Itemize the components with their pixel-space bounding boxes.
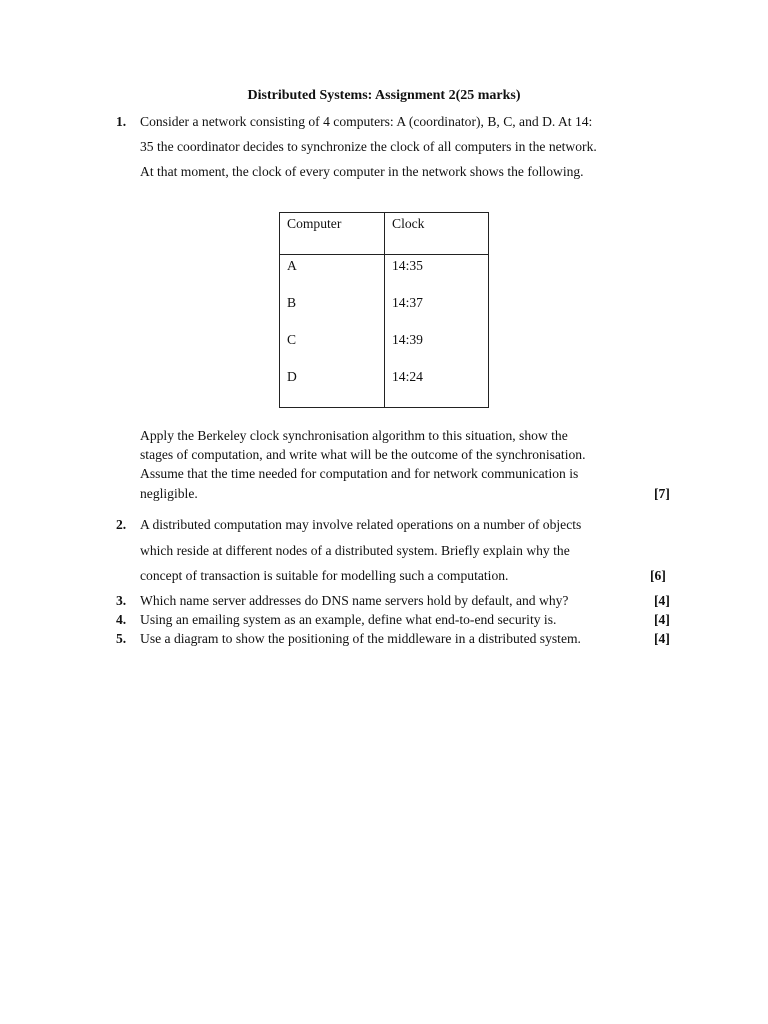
question-1-number: 1.: [116, 114, 127, 129]
question-1-marks: [7]: [654, 486, 670, 501]
question-1-after-line-4: negligible.: [140, 486, 198, 501]
clock-table-cell: C: [287, 332, 297, 347]
clock-table-clock-column: [385, 255, 489, 408]
question-1-line-1: Consider a network consisting of 4 computers: A (coordinator), B, C, and D. At 14:: [140, 114, 593, 129]
question-1-after-line-1: Apply the Berkeley clock synchronisation algorithm to this situation, show the: [140, 428, 568, 443]
clock-table-cell: 14:37: [392, 295, 423, 310]
question-2-line-3: concept of transaction is suitable for modelling such a computation.: [140, 568, 509, 583]
clock-table-header: [280, 213, 489, 255]
question-4-marks: [4]: [654, 612, 670, 627]
clock-table-computer-column: [280, 255, 385, 408]
question-4-line-1: Using an emailing system as an example, define what end-to-end security is.: [140, 612, 557, 627]
clock-table-header-clock: Clock: [385, 213, 489, 255]
question-5-line-1: Use a diagram to show the positioning of the middleware in a distributed system.: [140, 631, 581, 646]
question-1-after-line-3: Assume that the time needed for computation and for network communication is: [140, 466, 579, 481]
clock-table-body: [280, 255, 489, 408]
question-1-line-3: At that moment, the clock of every computer in the network shows the following.: [140, 164, 584, 179]
clock-table-cell: A: [287, 258, 297, 273]
assignment-title: Distributed Systems: Assignment 2(25 marks): [247, 88, 521, 103]
clock-table-cell: 14:35: [392, 258, 423, 273]
question-3-marks: [4]: [654, 593, 670, 608]
question-2-number: 2.: [116, 517, 127, 532]
question-1-line-2: 35 the coordinator decides to synchronize the clock of all computers in the network.: [140, 139, 597, 154]
clock-table-cell: B: [287, 295, 297, 310]
clock-table-cell: 14:39: [392, 332, 423, 347]
clock-table: [279, 212, 489, 408]
question-2-marks: [6]: [650, 568, 666, 583]
question-3-line-1: Which name server addresses do DNS name servers hold by default, and why?: [140, 593, 569, 608]
question-4-number: 4.: [116, 612, 127, 627]
clock-table-cell: D: [287, 369, 297, 384]
question-1-after-line-2: stages of computation, and write what will be the outcome of the synchronisation.: [140, 447, 586, 462]
clock-table-cell: 14:24: [392, 369, 423, 384]
clock-table-header-computer: Computer: [280, 213, 385, 255]
question-3-number: 3.: [116, 593, 127, 608]
question-5-marks: [4]: [654, 631, 670, 646]
question-2-line-1: A distributed computation may involve related operations on a number of objects: [140, 517, 582, 532]
question-2-line-2: which reside at different nodes of a distributed system. Briefly explain why the: [140, 543, 570, 558]
question-5-number: 5.: [116, 631, 127, 646]
